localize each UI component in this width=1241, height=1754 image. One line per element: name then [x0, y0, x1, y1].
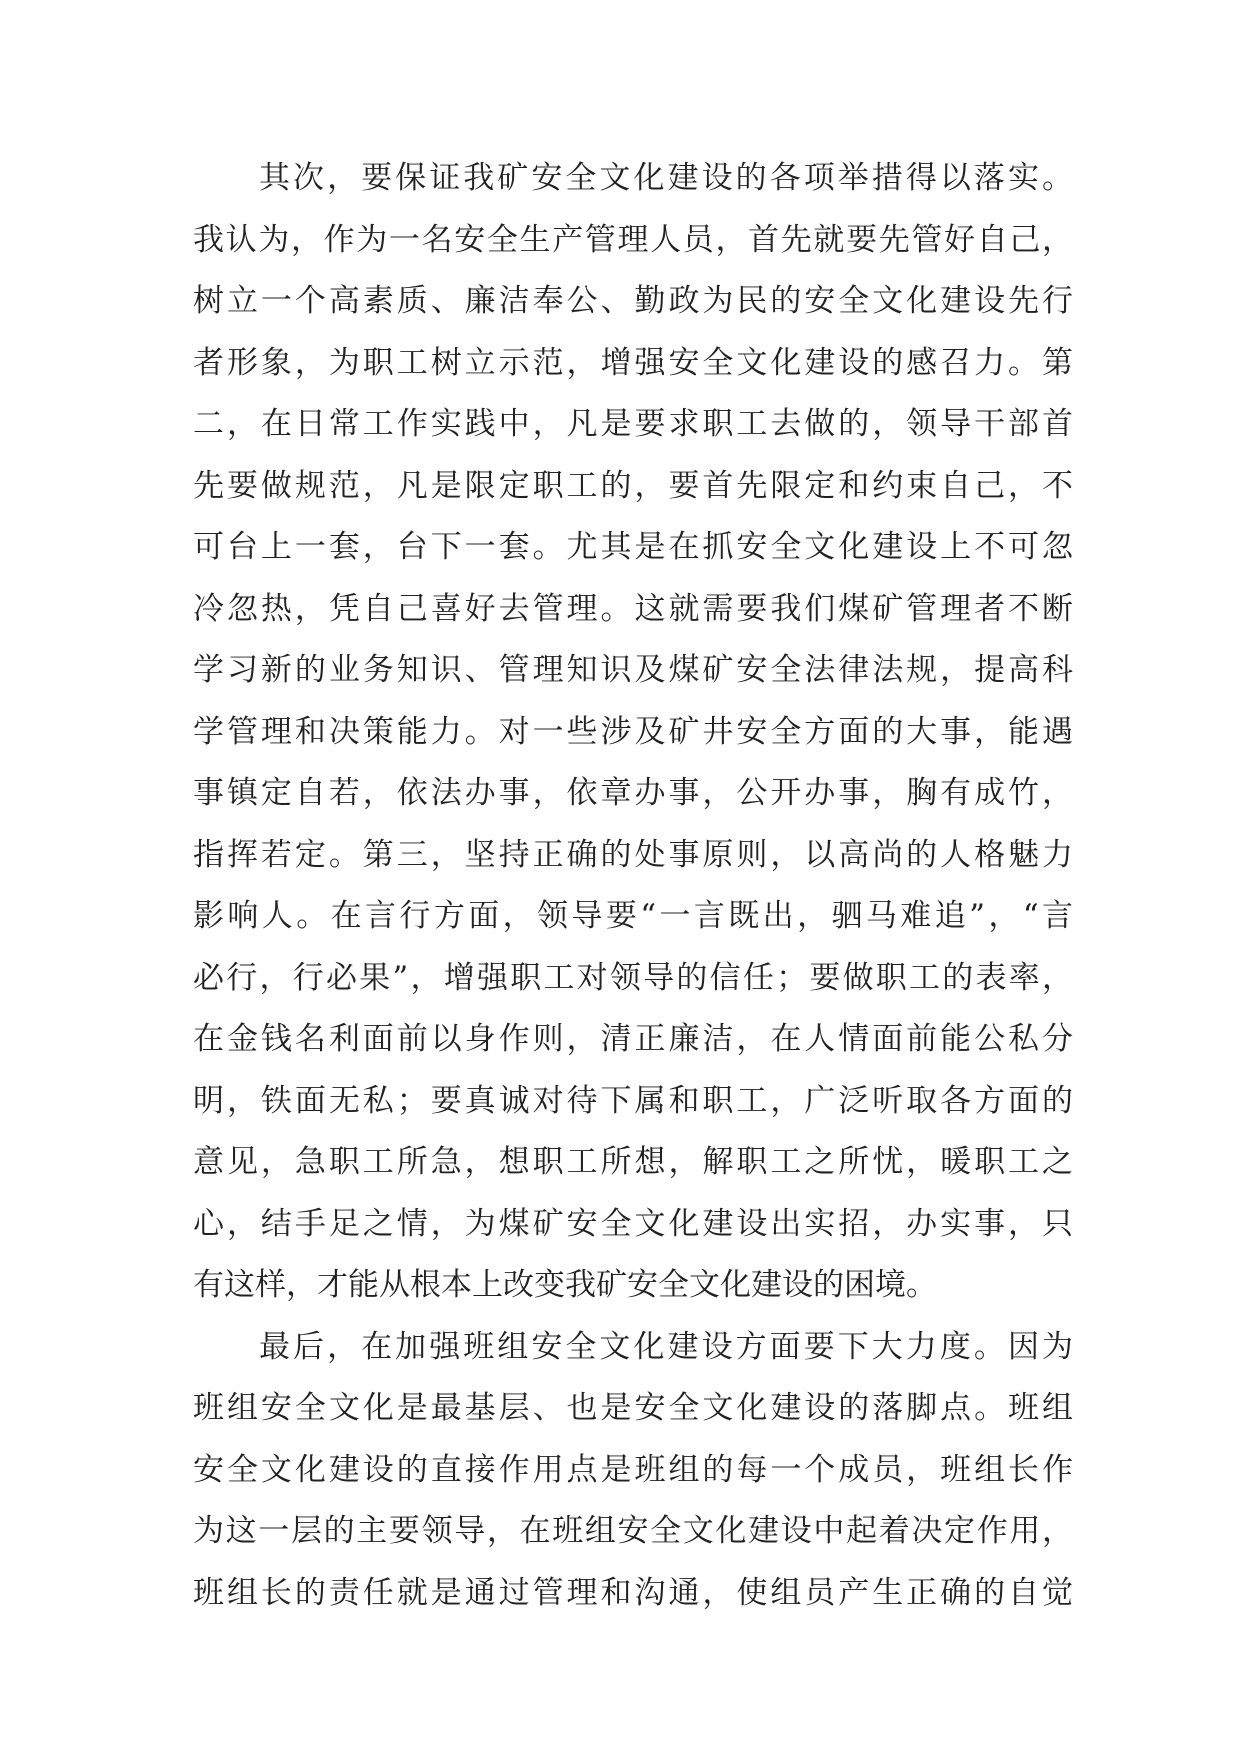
text-line: 有这样，才能从根本上改变我矿安全文化建设的困境。 [193, 1267, 937, 1303]
text-line: 班组安全文化是最基层、也是安全文化建设的落脚点。班组 [193, 1390, 1073, 1426]
text-line: 冷忽热，凭自己喜好去管理。这就需要我们煤矿管理者不断 [193, 590, 1073, 627]
text-line: 班组长的责任就是通过管理和沟通，使组员产生正确的自觉 [193, 1574, 1073, 1611]
text-line: 树立一个高素质、廉洁奉公、勤政为民的安全文化建设先行 [193, 283, 1073, 319]
text-line: 我认为，作为一名安全生产管理人员，首先就要先管好自己， [193, 221, 1073, 258]
text-line: 指挥若定。第三，坚持正确的处事原则，以高尚的人格魅力 [193, 836, 1073, 873]
text-line: 学管理和决策能力。对一些涉及矿井安全方面的大事，能遇 [193, 713, 1073, 750]
text-line: 安全文化建设的直接作用点是班组的每一个成员，班组长作 [193, 1451, 1073, 1488]
text-line: 影响人。在言行方面，领导要“一言既出，驷马难追”，“言 [193, 898, 1073, 934]
text-line: 最后，在加强班组安全文化建设方面要下大力度。因为 [259, 1328, 1073, 1365]
text-line: 必行，行必果”，增强职工对领导的信任；要做职工的表率， [193, 959, 1073, 996]
text-line: 在金钱名利面前以身作则，清正廉洁，在人情面前能公私分 [193, 1021, 1073, 1057]
text-line: 事镇定自若，依法办事，依章办事，公开办事，胸有成竹， [193, 775, 1073, 811]
text-line: 者形象，为职工树立示范，增强安全文化建设的感召力。第 [193, 344, 1073, 381]
text-line: 其次，要保证我矿安全文化建设的各项举措得以落实。 [259, 160, 1073, 196]
text-line: 明，铁面无私；要真诚对待下属和职工，广泛听取各方面的 [193, 1082, 1073, 1119]
paragraph-2 [193, 1317, 1073, 1625]
paragraph-1 [193, 148, 1073, 1317]
text-line: 为这一层的主要领导，在班组安全文化建设中起着决定作用， [193, 1513, 1073, 1549]
text-line: 可台上一套，台下一套。尤其是在抓安全文化建设上不可忽 [193, 529, 1073, 565]
text-line: 先要做规范，凡是限定职工的，要首先限定和约束自己，不 [193, 467, 1073, 504]
text-line: 心，结手足之情，为煤矿安全文化建设出实招，办实事，只 [193, 1205, 1073, 1242]
text-line: 学习新的业务知识、管理知识及煤矿安全法律法规，提高科 [193, 652, 1073, 688]
text-line: 意见，急职工所急，想职工所想，解职工之所忧，暖职工之 [193, 1144, 1073, 1180]
text-line: 二，在日常工作实践中，凡是要求职工去做的，领导干部首 [193, 406, 1073, 442]
body-text [193, 148, 1073, 1624]
